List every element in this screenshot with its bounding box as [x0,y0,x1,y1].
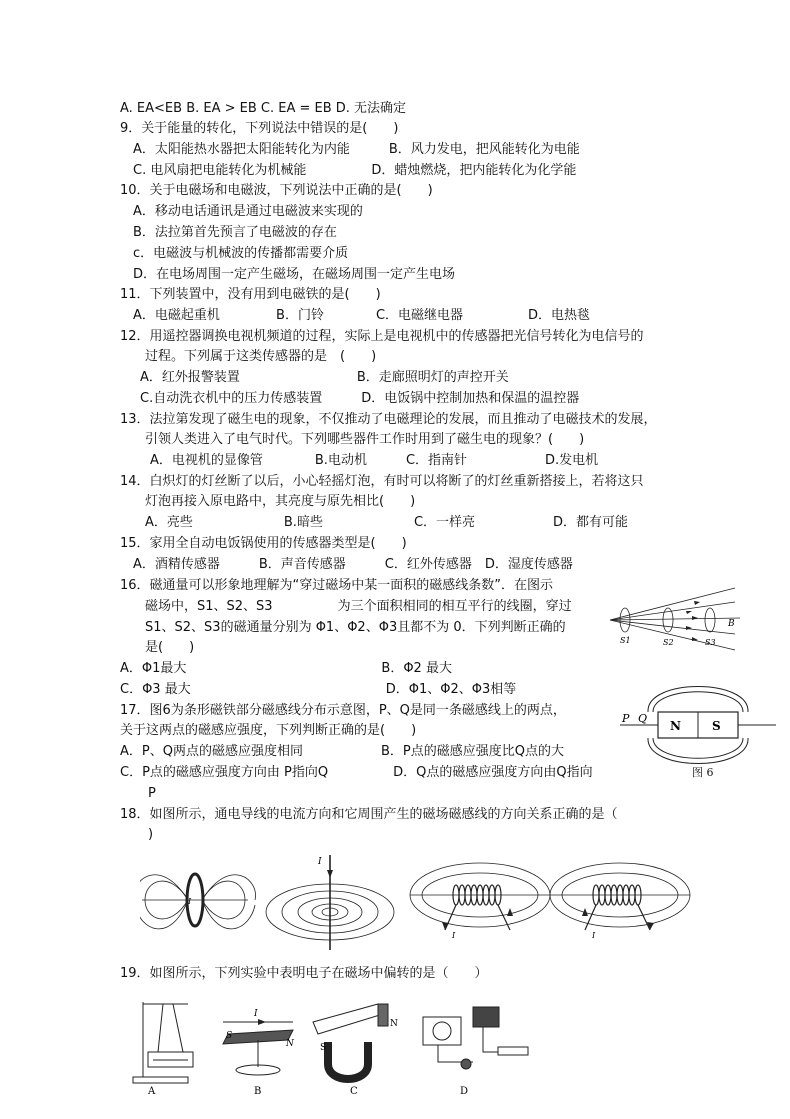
point-q-label: Q [638,712,648,725]
experiment-b-label: B [254,1086,262,1097]
experiment-c-apparatus [313,1004,388,1079]
solenoid-field-diagram-2 [550,863,690,927]
q16-options-cd: C．Φ3 最大 D．Φ1、Φ2、Φ3相等 [120,682,517,697]
experiment-d-label: D [460,1086,469,1097]
q11-stem: 11．下列装置中，没有用到电磁铁的是( ) [120,287,381,302]
loop-field-diagram [140,875,256,929]
q19-stem: 19．如图所示，下列实验中表明电子在磁场中偏转的是（ ） [120,966,488,981]
experiment-c-s-label: S [320,1043,327,1053]
q9-stem: 9．关于能量的转化，下列说法中错误的是( ) [120,121,399,136]
q13-options: A．电视机的显像管 B.电动机 C．指南针 D.发电机 [150,453,599,468]
q10-option-d: D．在电场周围一定产生磁场，在磁场周围一定产生电场 [133,267,456,282]
coil-s1-label: S1 [620,636,631,645]
q16-stem-cont1: 磁场中，S1、S2、S3 为三个面积相同的相互平行的线圈，穿过 [145,599,572,614]
q10-option-b: B．法拉第首先预言了电磁波的存在 [133,225,337,240]
q12-stem: 12．用遥控器调换电视机频道的过程，实际上是电视机中的传感器把光信号转化为电信号的 [120,329,644,344]
experiment-a-apparatus [133,1002,193,1083]
figure-6-caption: 图 6 [692,766,714,779]
q18-field-diagrams [140,850,700,955]
experiment-c-label: C [350,1086,358,1097]
point-p-label: P [622,712,630,725]
q10-option-c: c．电磁波与机械波的传播都需要介质 [133,246,349,261]
q10-option-a: A．移动电话通讯是通过电磁波来实现的 [133,204,363,219]
q12-stem-cont: 过程。下列属于这类传感器的是 ( ) [145,349,377,364]
q17-options-cd: C．P点的磁感应强度方向由 P指向Q D．Q点的磁感应强度方向由Q指向 [120,765,593,780]
q13-stem-cont: 引领人类进入了电气时代。下列哪些器件工作时用到了磁生电的现象？( ) [145,432,585,447]
q12-options-cd: C.自动洗衣机中的压力传感装置 D．电饭锅中控制加热和保温的温控器 [140,391,580,406]
q14-options: A．亮些 B.暗些 C．一样亮 D．都有可能 [145,515,629,530]
q10-stem: 10．关于电磁场和电磁波，下列说法中正确的是( ) [120,183,433,198]
q18-stem: 18．如图所示，通电导线的电流方向和它周围产生的磁场磁感线的方向关系正确的是（ [120,807,618,822]
coil-s2-label: S2 [663,638,674,647]
coil-s3-label: S3 [705,638,716,647]
q19-experiments [128,992,538,1102]
q15-stem: 15．家用全自动电饭锅使用的传感器类型是( ) [120,536,407,551]
q16-stem-cont2: S1、S2、S3的磁通量分别为 Φ1、Φ2、Φ3且都不为 0．下列判断正确的 [145,620,566,635]
magnet-s-label: S [712,719,721,733]
wire-current-label: I [318,857,322,867]
q9-options-cd: C. 电风扇把电能转化为机械能 D．蜡烛燃烧，把内能转化为化学能 [133,163,577,178]
q16-stem: 16．磁通量可以形象地理解为“穿过磁场中某一面积的磁感线条数”．在图示 [120,578,554,593]
q15-options: A．酒精传感器 B．声音传感器 C．红外传感器 D．湿度传感器 [133,557,573,572]
q16-stem-cont3: 是( ) [145,640,195,655]
experiment-d-apparatus [423,1007,528,1069]
solenoid-field-diagram-1 [410,863,550,927]
q17-stem: 17．图6为条形磁铁部分磁感线分布示意图，P、Q是同一条磁感线上的两点， [120,703,566,718]
q12-options-ab: A．红外报警装置 B．走廊照明灯的声控开关 [140,370,509,385]
experiment-c-n-label: N [390,1019,398,1029]
q11-options: A．电磁起重机 B．门铃 C．电磁继电器 D．电热毯 [133,308,591,323]
wire-field-diagram [266,855,394,950]
q14-stem-cont: 灯泡再接入原电路中，其亮度与原先相比( ) [145,494,416,509]
q14-stem: 14．白炽灯的灯丝断了以后，小心轻摇灯泡，有时可以将断了的灯丝重新搭接上，若将这只 [120,474,644,489]
experiment-b-s-label: S [226,1031,233,1041]
q17-options-ab: A．P、Q两点的磁感应强度相同 B．P点的磁感应强度比Q点的大 [120,744,564,759]
solenoid1-current-label: I [452,931,456,940]
flux-coils-figure [600,580,750,660]
experiment-b-n-label: N [286,1039,294,1049]
q17-option-d-cont: P [148,786,156,801]
q9-options-ab: A．太阳能热水器把太阳能转化为内能 B．风力发电，把风能转化为电能 [133,142,580,157]
magnet-n-label: N [670,719,681,733]
field-b-label: B [728,619,735,629]
q13-stem: 13．法拉第发现了磁生电的现象，不仅推动了电磁理论的发展，而且推动了电磁技术的发展， [120,412,657,427]
q8-options: A. EA<EB B. EA > EB C. EA = EB D. 无法确定 [120,101,407,116]
q17-stem-cont: 关于这两点的磁感应强度，下列判断正确的是( ) [120,723,417,738]
q16-options-ab: A．Φ1最大 B．Φ2 最大 [120,661,452,676]
experiment-b-current-label: I [254,1009,258,1019]
experiment-b-apparatus [223,1022,293,1075]
q18-stem-cont: ) [148,827,154,842]
experiment-a-label: A [148,1086,156,1097]
loop-current-label: I [188,897,192,906]
solenoid2-current-label: I [592,931,596,940]
